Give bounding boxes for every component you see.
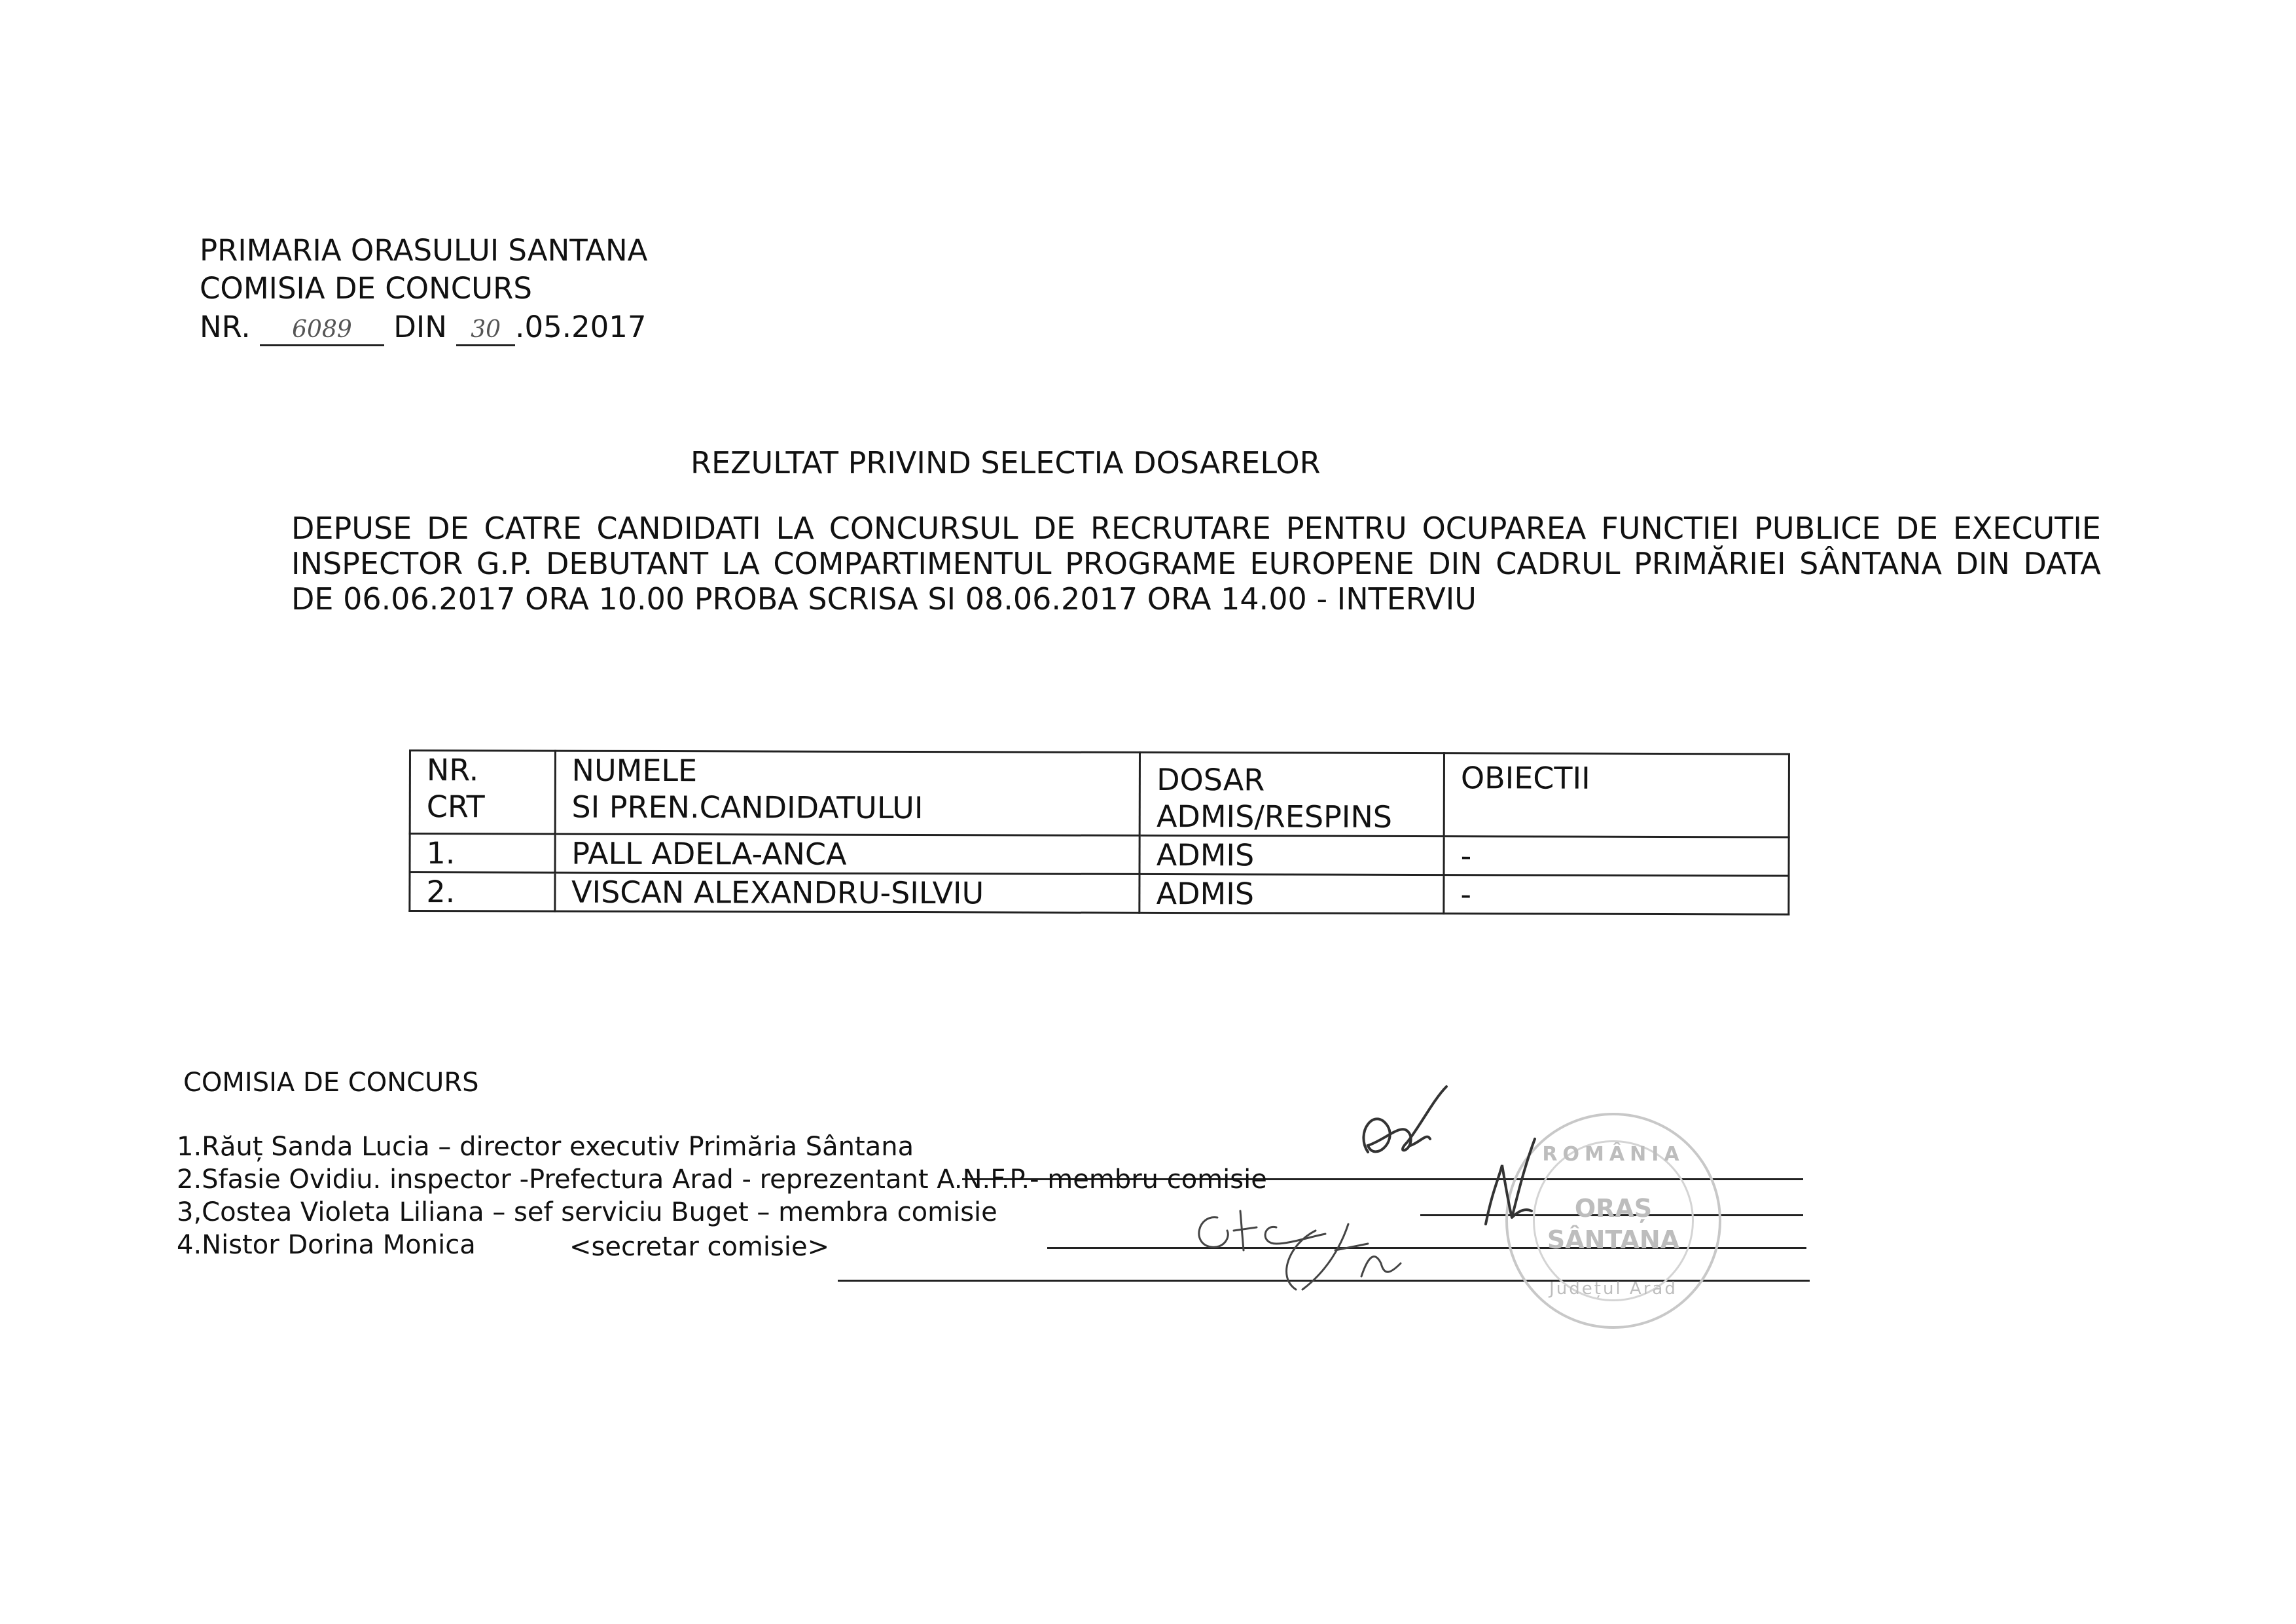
din-label: DIN [393, 310, 447, 344]
institution-name: PRIMARIA ORASULUI SANTANA [200, 233, 648, 268]
document-title: REZULTAT PRIVIND SELECTIA DOSARELOR [691, 445, 1321, 480]
header-nr-crt: NR. CRT [410, 751, 555, 835]
table-row [410, 834, 1789, 876]
document-description: DEPUSE DE CATRE CANDIDATI LA CONCURSUL DE RECRUTARE PENTRU OCUPAREA FUNCTIEI PUBLICE DE EXECUTIE INSPECTOR G.P. DEBUTANT LA COMPARTIMENTUL PROGRAME EUROPENE DIN CADRUL PRIMĂRIEI SÂNTANA DIN DATA DE 06.06.2017 ORA 10.00 PROBA SCRISA SI 08.06.2017 ORA 14.00 - INTERVIU [291, 511, 2101, 617]
table-row [410, 873, 1789, 915]
row-candidate-name: PALL ADELA-ANCA [555, 834, 1140, 874]
signature-member-1 [1348, 1080, 1479, 1185]
header-obiectii: OBIECTII [1444, 753, 1789, 837]
signature-member-2 [1473, 1126, 1564, 1244]
committee-heading: COMISIA DE CONCURS [183, 1068, 479, 1098]
stamp-top-text: ROMÂNIA [1542, 1143, 1685, 1166]
row-obiectii: - [1444, 875, 1789, 914]
row-dosar-status: ADMIS [1139, 874, 1444, 913]
committee-member-1: 1.Răuț Sanda Lucia – director executiv Primăria Sântana [177, 1132, 914, 1162]
day-handwritten-value: 30 [456, 316, 515, 346]
stamp-center-line-1: ORAȘ [1574, 1194, 1653, 1223]
row-nr: 1. [410, 834, 555, 873]
results-table [408, 749, 1790, 916]
row-obiectii: - [1444, 837, 1789, 876]
committee-member-4: 4.Nistor Dorina Monica [177, 1230, 476, 1260]
date-suffix: .05.2017 [515, 310, 647, 344]
row-dosar-status: ADMIS [1139, 835, 1444, 875]
row-candidate-name: VISCAN ALEXANDRU-SILVIU [555, 873, 1140, 912]
registration-line [200, 309, 647, 346]
header-candidate-name: NUMELE SI PREN.CANDIDATULUI [555, 751, 1140, 835]
table-header-row [410, 751, 1789, 838]
header-dosar-status: DOSAR ADMIS/RESPINS [1139, 752, 1444, 836]
committee-member-3: 3,Costea Violeta Liliana – sef serviciu Buget – membra comisie [177, 1197, 997, 1227]
nr-handwritten-value: 6089 [260, 316, 384, 346]
stamp-center-line-2: SÂNTANA [1547, 1225, 1680, 1254]
row-nr: 2. [410, 873, 555, 912]
secretary-note: <secretar comisie> [569, 1232, 830, 1262]
commission-name: COMISIA DE CONCURS [200, 271, 532, 306]
signature-member-4 [1276, 1204, 1433, 1303]
committee-member-2: 2.Sfasie Ovidiu. inspector -Prefectura Arad - reprezentant A.N.F.P.- membru comisie [177, 1164, 1267, 1195]
nr-label: NR. [200, 310, 251, 344]
stamp-bottom-text: Județul Arad [1549, 1279, 1677, 1299]
